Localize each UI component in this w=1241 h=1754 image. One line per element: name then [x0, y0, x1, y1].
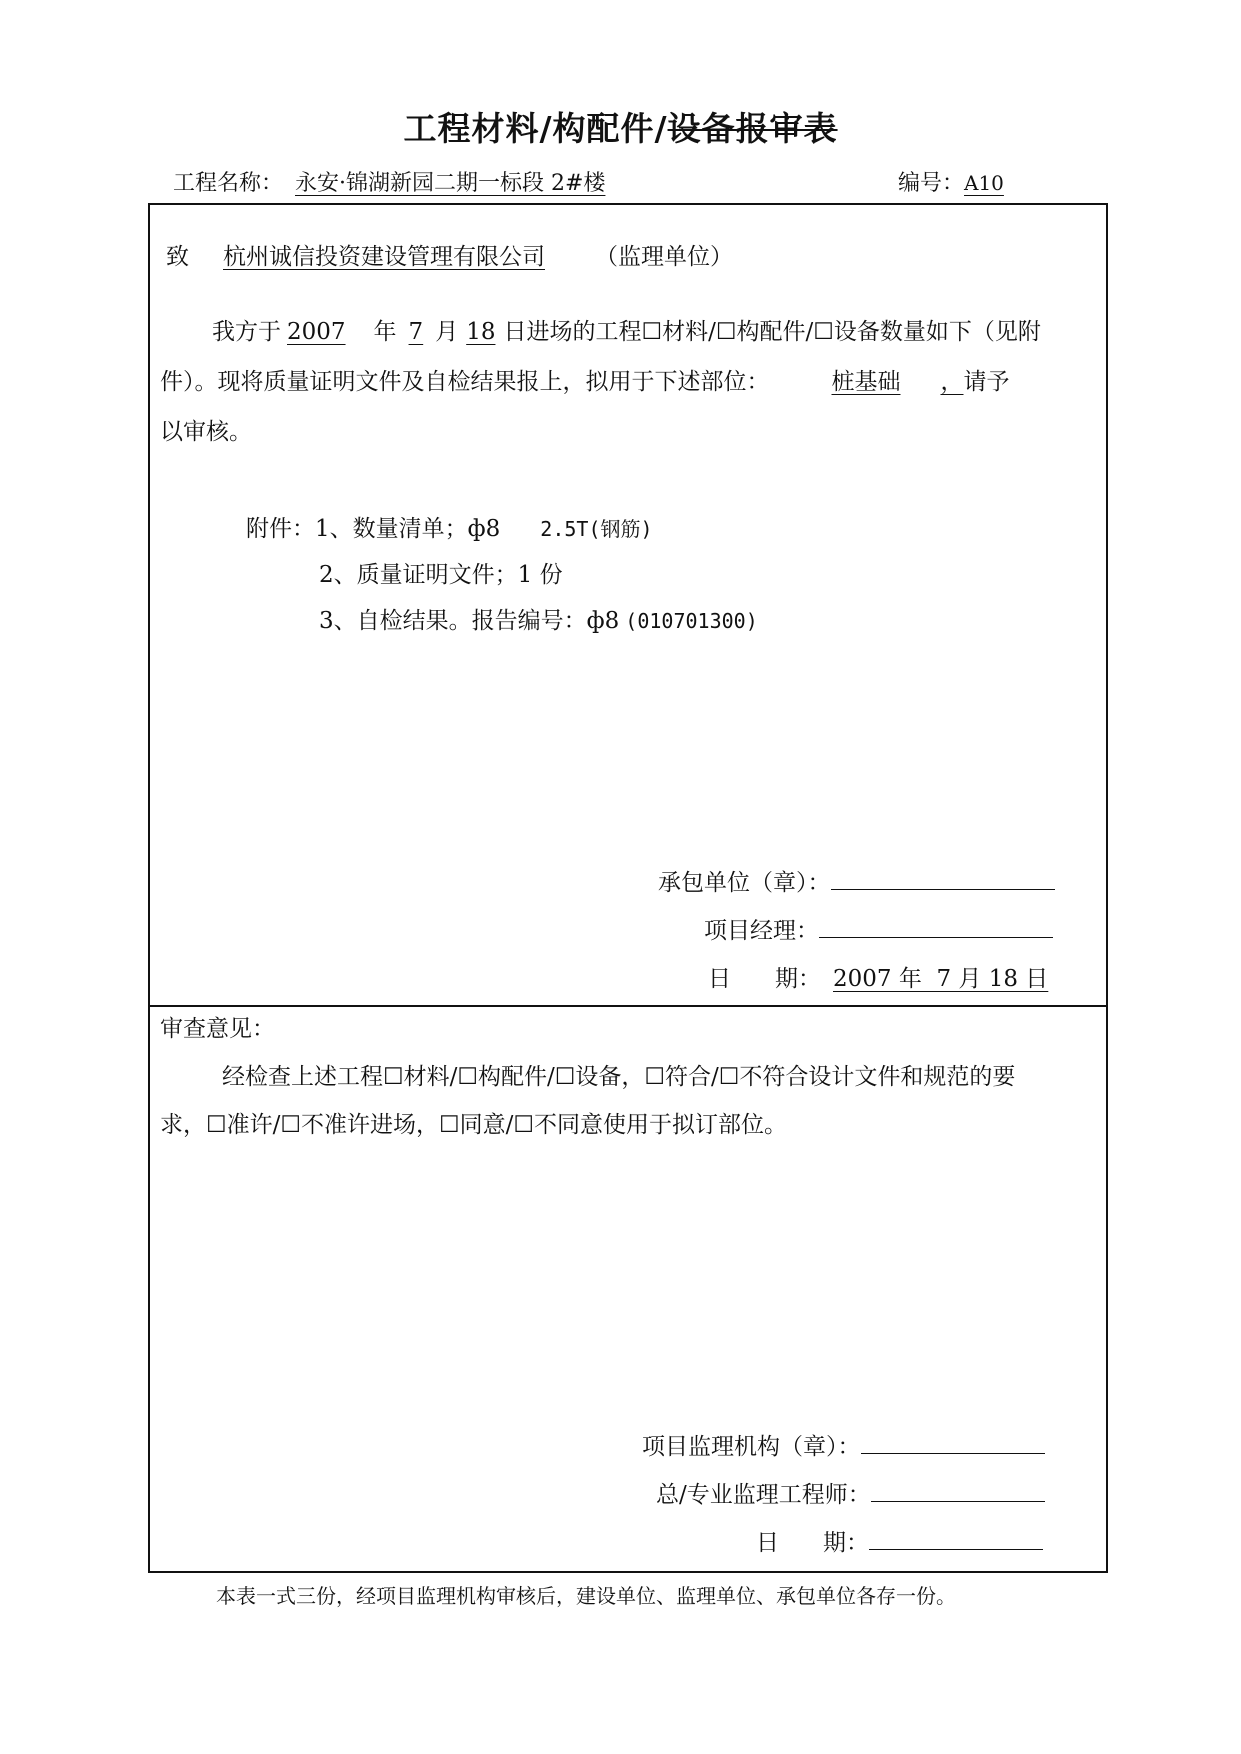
supervision-date-blank[interactable] [869, 1527, 1043, 1550]
para-line-2-text: 件）。现将质量证明文件及自检结果报上，拟用于下述部位： [160, 369, 770, 395]
contractor-label: 承包单位（章）： [658, 870, 831, 896]
review-line-2: 求，☐准许/☐不准许进场，☐同意/☐不同意使用于拟订部位。 [160, 1112, 787, 1138]
form-number-value: A10 [964, 171, 1004, 195]
addressee-line [166, 238, 733, 271]
attachment-1-quantity: 2.5T(钢筋) [540, 517, 653, 541]
attachment-1 [246, 510, 653, 543]
attachment-1-text: 1、数量清单；ф8 [315, 516, 501, 542]
contractor-blank[interactable] [831, 867, 1055, 890]
contractor-date-value: 2007 年 7 月 18 日 [833, 966, 1049, 992]
arrival-year: 2007 [287, 319, 346, 345]
supervisor-company: 杭州诚信投资建设管理有限公司 [223, 244, 545, 270]
project-name-row [173, 166, 615, 197]
engineer-blank[interactable] [871, 1479, 1045, 1502]
arrival-day: 18 [466, 319, 496, 345]
para-start: 我方于 [212, 319, 281, 345]
title-part-1: 工程材料/构配件/ [403, 109, 668, 148]
manager-label: 项目经理： [704, 918, 819, 944]
project-name-label: 工程名称： [173, 171, 284, 196]
supervision-org-blank[interactable] [861, 1431, 1045, 1454]
form-number [898, 166, 1042, 197]
date-label-char-2: 期： [823, 1530, 869, 1556]
attachment-3 [319, 602, 758, 635]
supervision-org-signature [642, 1428, 1045, 1461]
section-divider [148, 1005, 1108, 1007]
arrival-month: 7 [408, 319, 424, 345]
paragraph-line-3: 以审核。 [160, 419, 252, 445]
attachment-prefix: 附件： [246, 516, 315, 542]
date-label-char-1: 日 [756, 1530, 779, 1556]
supervision-date [756, 1524, 1043, 1557]
contractor-date [708, 960, 1084, 993]
paragraph-line-1 [212, 313, 1041, 346]
review-label: 审查意见： [160, 1016, 275, 1042]
attachment-3-text: 3、自检结果。报告编号：ф8 [319, 608, 620, 634]
addressee-suffix: （监理单位） [595, 244, 733, 270]
usage-location: 桩基础 [831, 369, 901, 395]
manager-signature [704, 912, 1053, 945]
manager-blank[interactable] [819, 915, 1053, 938]
para-line-2-end: 请予 [963, 369, 1010, 395]
paragraph-line-2 [160, 363, 1010, 396]
attachment-2: 2、质量证明文件；1 份 [319, 562, 563, 588]
contractor-signature [658, 864, 1055, 897]
engineer-signature [656, 1476, 1045, 1509]
review-line-1: 经检查上述工程☐材料/☐构配件/☐设备，☐符合/☐不符合设计文件和规范的要 [222, 1064, 1016, 1090]
year-unit: 年 [373, 319, 397, 345]
addressee-prefix: 致 [166, 244, 189, 270]
project-name-value: 永安·锦湖新园二期一标段 2#楼 [295, 171, 606, 196]
title-part-2: 设备报审表 [667, 109, 838, 148]
para-mid: 日进场的工程☐材料/☐构配件/☐设备数量如下（见附 [503, 319, 1041, 345]
date-label-char-2: 期： [775, 966, 821, 992]
location-comma: ， [940, 369, 964, 395]
supervision-org-label: 项目监理机构（章）： [642, 1434, 861, 1460]
month-unit: 月 [435, 319, 459, 345]
page-title [0, 103, 1241, 150]
date-label-char-1: 日 [708, 966, 731, 992]
engineer-label: 总/专业监理工程师： [656, 1482, 871, 1508]
footer-note: 本表一式三份，经项目监理机构审核后，建设单位、监理单位、承包单位各存一份。 [216, 1584, 956, 1608]
form-number-label: 编号： [898, 171, 965, 196]
report-number: (010701300) [625, 609, 758, 633]
